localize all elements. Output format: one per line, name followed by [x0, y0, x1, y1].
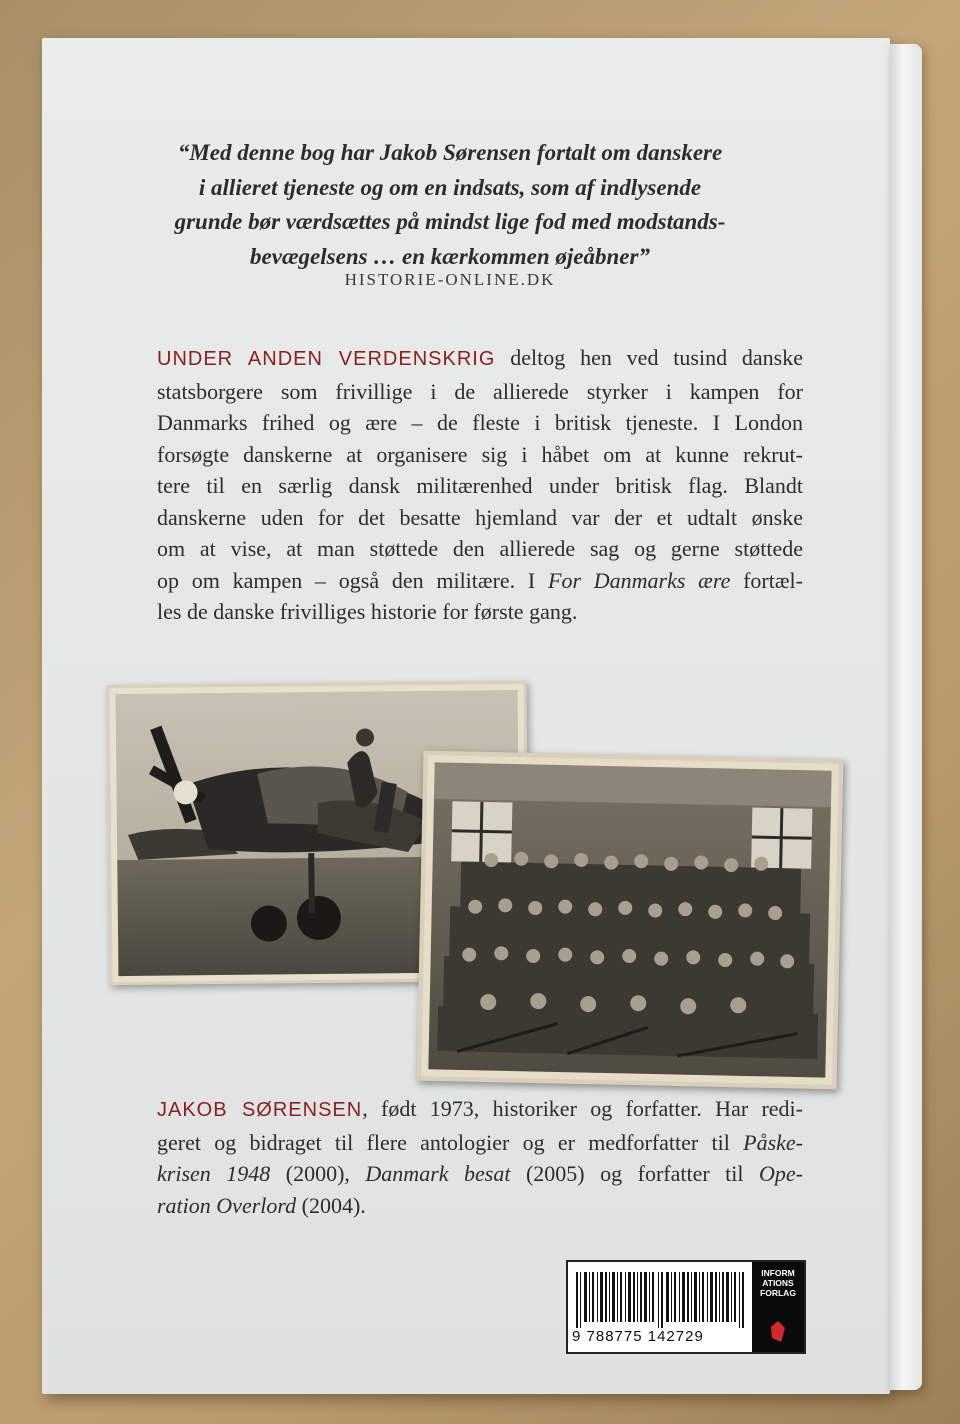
bio-line: ration Overlord (2004).: [157, 1192, 366, 1218]
bio-line: JAKOB SØRENSEN, født 1973, historiker og forfatter. Har redi-: [157, 1096, 803, 1121]
barcode-icon: [576, 1272, 748, 1328]
bio-line: geret og bidraget til flere antologier og er medforfatter til Påske-: [157, 1129, 803, 1155]
quote-line: i allieret tjeneste og om en indsats, som af indlysende: [198, 174, 702, 200]
description-paragraph: [157, 342, 803, 628]
quote-line: bevægelsens … en kærkommen øjeåbner”: [250, 243, 650, 269]
review-quote: [140, 136, 760, 274]
soldiers-group-photo: [417, 751, 844, 1090]
quote-line: “Med denne bog har Jakob Sørensen fortalt om danskere: [177, 140, 723, 165]
description-line: danskerne uden for det besatte hjemland var der et udtalt ønske: [157, 504, 803, 530]
publisher-mark-icon: [769, 1320, 787, 1344]
description-line: om at vise, at man støttede den allierede sag og gerne støttede: [157, 536, 803, 561]
isbn-barcode: [566, 1260, 806, 1354]
description-line: Danmarks frihed og ære – de fleste i britisk tjeneste. I London: [157, 410, 803, 435]
description-line: statsborgere som frivillige i de allierede styrker i kampen for: [157, 378, 803, 404]
quote-source: HISTORIE-ONLINE.DK: [344, 270, 556, 289]
isbn-number: 9 788775 142729: [572, 1328, 704, 1345]
description-line: les de danske frivilliges historie for første gang.: [157, 599, 578, 624]
author-bio: [157, 1093, 803, 1221]
book-spine: [890, 44, 922, 1390]
description-line: forsøgte danskerne at organisere sig i håbet om at kunne rekrut-: [157, 441, 803, 467]
publisher-logo: INFORM ATIONS FORLAG: [752, 1262, 804, 1352]
description-line: tere til en særlig dansk militærenhed under britisk flag. Blandt: [157, 473, 803, 498]
description-lead: UNDER ANDEN VERDENSKRIG: [157, 348, 496, 370]
bio-line: krisen 1948 (2000), Danmark besat (2005) og forfatter til Ope-: [157, 1161, 803, 1186]
description-line: UNDER ANDEN VERDENSKRIG deltog hen ved tusind danske: [157, 345, 803, 370]
description-line: op om kampen – også den militære. I For Danmarks ære fortæl-: [157, 567, 803, 593]
book-title: For Danmarks ære: [548, 567, 731, 593]
quote-line: grunde bør værdsættes på mindst lige fod med modstands-: [174, 209, 726, 234]
author-name: JAKOB SØRENSEN: [157, 1099, 363, 1121]
